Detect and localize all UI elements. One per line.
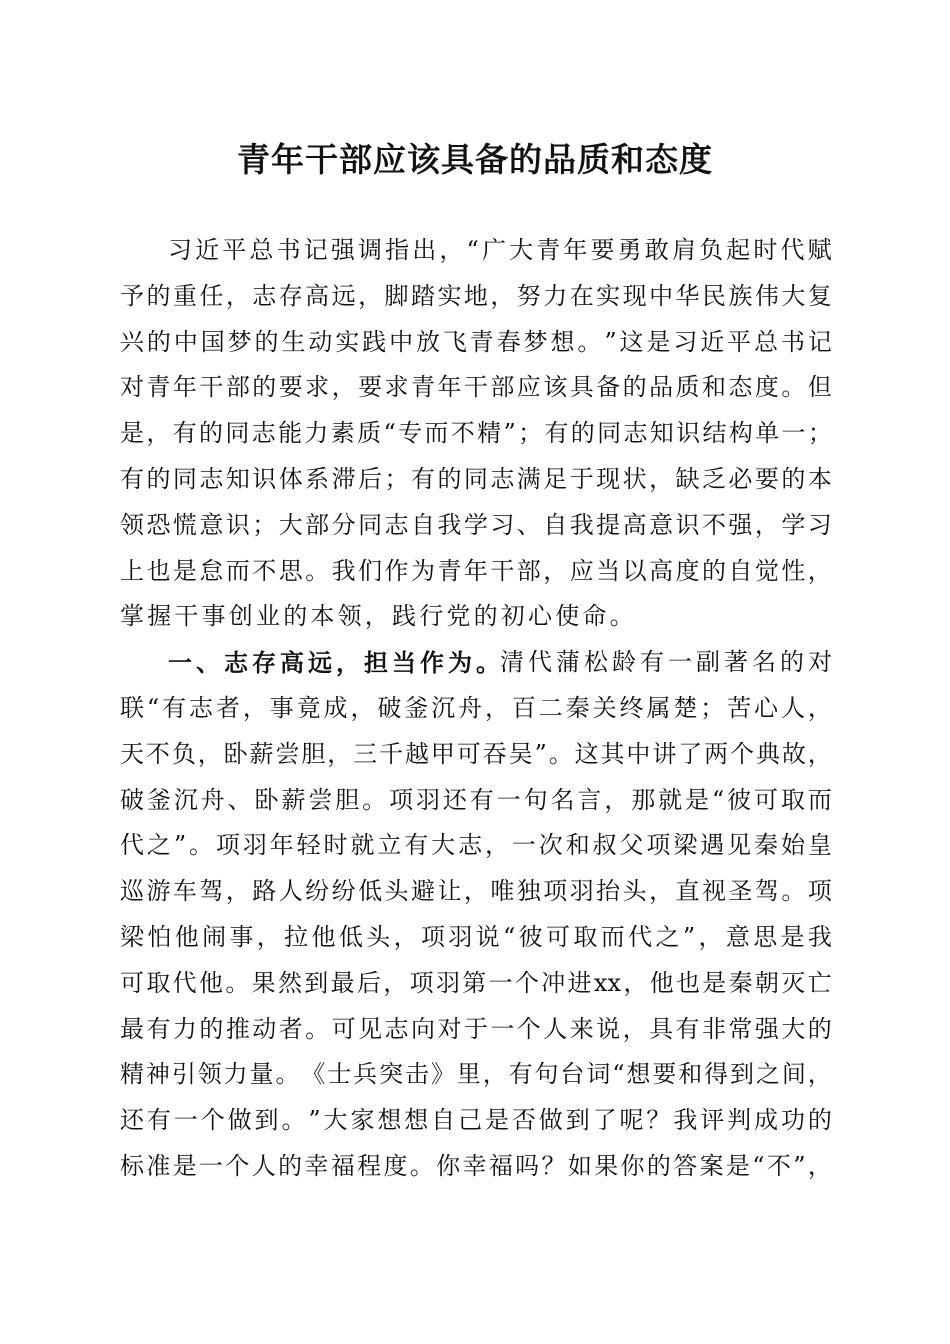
text-line: 最 有 力 的 推 动 者 。 可 见 志 向 对 于 一 个 人 来 说 ， 具 有 非 常 强 大 的 xyxy=(120,1014,832,1043)
text-line: 兴 的 中 国 梦 的 生 动 实 践 中 放 飞 青 春 梦 想 。 ” 这 是 习 近 平 总 书 记 xyxy=(120,327,832,356)
text-line: 破 釜 沉 舟 、 卧 薪 尝 胆 。 项 羽 还 有 一 句 名 言 ， 那 就 是 “ 彼 可 取 而 xyxy=(120,785,832,814)
paragraph-section-one xyxy=(120,640,832,1190)
text-line: 对 青 年 干 部 的 要 求 ， 要 求 青 年 干 部 应 该 具 备 的 品 质 和 态 度 。 但 xyxy=(120,373,832,402)
text-line: 有 的 同 志 知 识 体 系 滞 后 ； 有 的 同 志 满 足 于 现 状 ， 缺 乏 必 要 的 本 xyxy=(120,464,832,493)
text-line: 予 的 重 任 ， 志 存 高 远 ， 脚 踏 实 地 ， 努 力 在 实 现 中 华 民 族 伟 大 复 xyxy=(120,281,832,310)
text-line: 习 近 平 总 书 记 强 调 指 出 ， “ 广 大 青 年 要 勇 敢 肩 负 起 时 代 赋 xyxy=(168,236,832,264)
text-line: 标 准 是 一 个 人 的 幸 福 程 度 。 你 幸 福 吗 ？ 如 果 你 的 答 案 是 “ 不 ” ， xyxy=(120,1151,832,1180)
text-line: 巡 游 车 驾 ， 路 人 纷 纷 低 头 避 让 ， 唯 独 项 羽 抬 头 ， 直 视 圣 驾 。 项 xyxy=(120,877,832,906)
text-line: 是 ， 有 的 同 志 能 力 素 质 “ 专 而 不 精 ” ； 有 的 同 志 知 识 结 构 单 一 ； xyxy=(120,419,832,448)
text-line: 联 “ 有 志 者 ， 事 竟 成 ， 破 釜 沉 舟 ， 百 二 秦 关 终 属 楚 ； 苦 心 人 ， xyxy=(120,693,832,722)
text-line: 掌握干事创业的本领，践行党的初心使命。 xyxy=(120,602,637,631)
text-line: 可 取 代 他 。 果 然 到 最 后 ， 项 羽 第 一 个 冲 进 xx ， 他 也 是 秦 朝 灭 亡 xyxy=(120,968,832,997)
text-line xyxy=(120,640,832,686)
text-line: 还 有 一 个 做 到 。 ” 大 家 想 想 自 己 是 否 做 到 了 呢 ？ 我 评 判 成 功 的 xyxy=(120,1106,832,1135)
section-heading: 一 、 志 存 高 远 ， 担 当 作 为 。 xyxy=(168,648,500,678)
document-title: 青年干部应该具备的品质和态度 xyxy=(237,140,713,179)
document-body xyxy=(120,228,832,1190)
text-line: 天 不 负 ， 卧 薪 尝 胆 ， 三 千 越 甲 可 吞 吴 ” 。 这 其 中 讲 了 两 个 典 故 ， xyxy=(120,739,832,768)
text-line: 梁 怕 他 闹 事 ， 拉 他 低 头 ， 项 羽 说 “ 彼 可 取 而 代 之 ” ， 意 思 是 我 xyxy=(120,922,832,951)
text-line: 精 神 引 领 力 量 。 《 士 兵 突 击 》 里 ， 有 句 台 词 “ 想 要 和 得 到 之 间 ， xyxy=(120,1060,832,1089)
text-line: 代 之 ” 。 项 羽 年 轻 时 就 立 有 大 志 ， 一 次 和 叔 父 项 梁 遇 见 秦 始 皇 xyxy=(120,831,832,860)
text-line: 上 也 是 怠 而 不 思 。 我 们 作 为 青 年 干 部 ， 应 当 以 高 度 的 自 觉 性 ， xyxy=(120,556,832,585)
section-first-line-text: 清 代 蒲 松 龄 有 一 副 著 名 的 对 xyxy=(500,648,832,677)
text-line: 领 恐 慌 意 识 ； 大 部 分 同 志 自 我 学 习 、 自 我 提 高 意 识 不 强 ， 学 习 xyxy=(120,510,832,539)
paragraph-intro xyxy=(120,228,832,640)
